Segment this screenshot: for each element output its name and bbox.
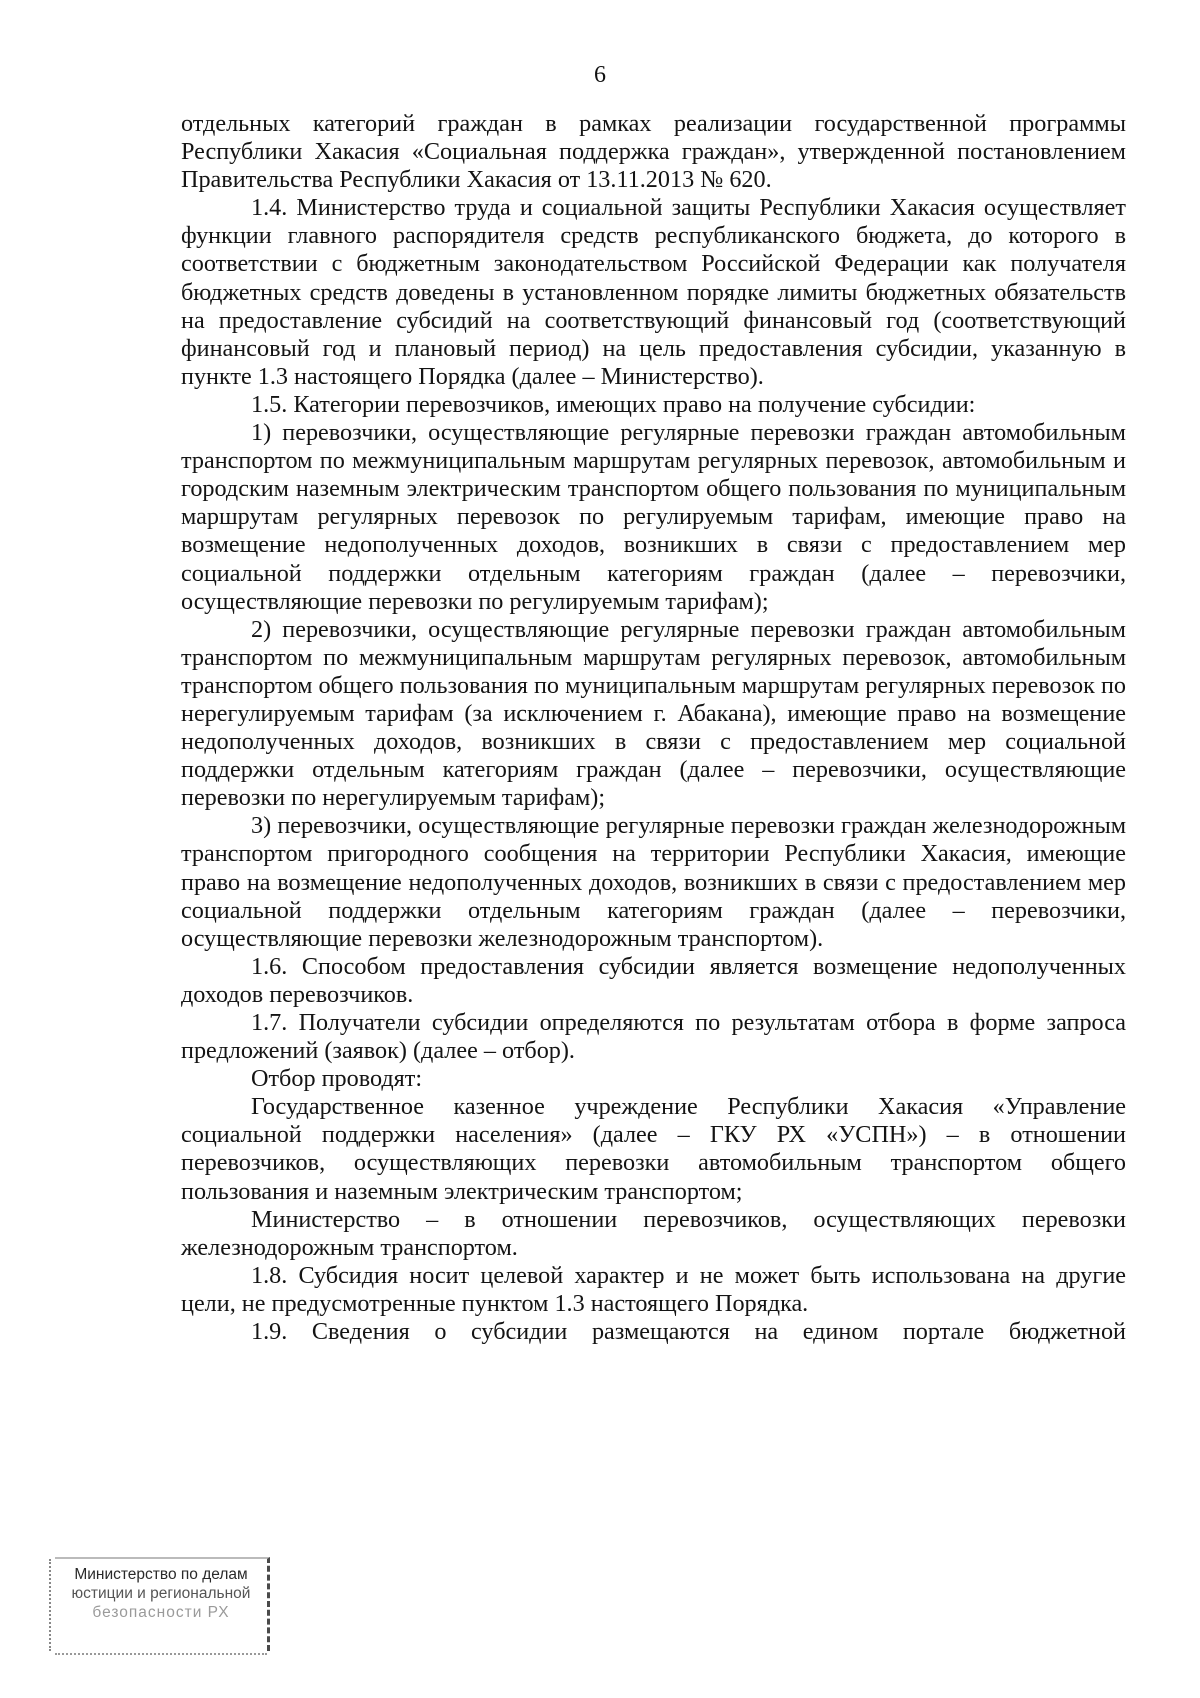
paragraph-selection-intro: Отбор проводят: bbox=[251, 1065, 423, 1093]
stamp-line-1: Министерство по делам bbox=[74, 1566, 248, 1583]
paragraph-1-7: 1.7. Получатели субсидии определяются по результатам отбора в форме запроса предложений (заявок) (далее – отбор). bbox=[181, 1009, 1126, 1065]
stamp-line-3: безопасности РХ bbox=[92, 1604, 230, 1621]
paragraph-continuation: отдельных категорий граждан в рамках реализации государственной программы Республики Хакасия «Социальная поддержка граждан», утвержденной постановлением Правительства Республики Хакасия от 13.11.2013 № 620. bbox=[181, 110, 1126, 194]
paragraph-1-9: 1.9. Сведения о субсидии размещаются на едином портале бюджетной bbox=[251, 1318, 1126, 1346]
paragraph-1-5: 1.5. Категории перевозчиков, имеющих право на получение субсидии: bbox=[251, 390, 976, 418]
stamp-line-2: юстиции и региональной bbox=[71, 1585, 251, 1602]
page-number: 6 bbox=[594, 62, 606, 88]
stamp-border-left bbox=[49, 1559, 51, 1651]
paragraph-1-5-item-1: 1) перевозчики, осуществляющие регулярные перевозки граждан автомобильным транспортом по межмуниципальным маршрутам регулярных перевозок, автомобильным и городским наземным электрическим транспортом общего пользования по муниципальным маршрутам регулярных перевозок по регулируемым тарифам, имеющие право на возмещение недополученных доходов, возникших в связи с предоставлением мер социальной поддержки отдельным категориям граждан (далее – перевозчики, осуществляющие перевозки по регулируемым тарифам); bbox=[181, 419, 1126, 615]
paragraph-gku-usp: Государственное казенное учреждение Республики Хакасия «Управление социальной поддержки населения» (далее – ГКУ РХ «УСПН») – в отношении перевозчиков, осуществляющих перевозки автомобильным транспортом общего пользования и наземным электрическим транспортом; bbox=[181, 1093, 1126, 1205]
stamp-border-bottom bbox=[55, 1653, 267, 1655]
paragraph-1-4: 1.4. Министерство труда и социальной защиты Республики Хакасия осуществляет функции главного распорядителя средств республиканского бюджета, до которого в соответствии с бюджетным законодательством Российской Федерации как получателя бюджетных средств доведены в установленном порядке лимиты бюджетных обязательств на предоставление субсидий на соответствующий финансовый год (соответствующий финансовый год и плановый период) на цель предоставления субсидии, указанную в пункте 1.3 настоящего Порядка (далее – Министерство). bbox=[181, 194, 1126, 390]
paragraph-ministry: Министерство – в отношении перевозчиков, осуществляющих перевозки железнодорожным транспортом. bbox=[181, 1205, 1126, 1261]
paragraph-1-6: 1.6. Способом предоставления субсидии является возмещение недополученных доходов перевозчиков. bbox=[181, 952, 1126, 1008]
document-body bbox=[181, 110, 1126, 1346]
paragraph-1-5-item-3: 3) перевозчики, осуществляющие регулярные перевозки граждан железнодорожным транспортом пригородного сообщения на территории Республики Хакасия, имеющие право на возмещение недополученных доходов, возникших в связи с предоставлением мер социальной поддержки отдельным категориям граждан (далее – перевозчики, осуществляющие перевозки железнодорожным транспортом). bbox=[181, 812, 1126, 952]
registration-stamp bbox=[55, 1557, 270, 1651]
paragraph-1-5-item-2: 2) перевозчики, осуществляющие регулярные перевозки граждан автомобильным транспортом по межмуниципальным маршрутам регулярных перевозок, автомобильным транспортом общего пользования по муниципальным маршрутам регулярных перевозок по нерегулируемым тарифам (за исключением г. Абакана), имеющие право на возмещение недополученных доходов, возникших в связи с предоставлением мер социальной поддержки отдельным категориям граждан (далее – перевозчики, осуществляющие перевозки по нерегулируемым тарифам); bbox=[181, 615, 1126, 812]
paragraph-1-8: 1.8. Субсидия носит целевой характер и не может быть использована на другие цели, не предусмотренные пунктом 1.3 настоящего Порядка. bbox=[181, 1261, 1126, 1317]
